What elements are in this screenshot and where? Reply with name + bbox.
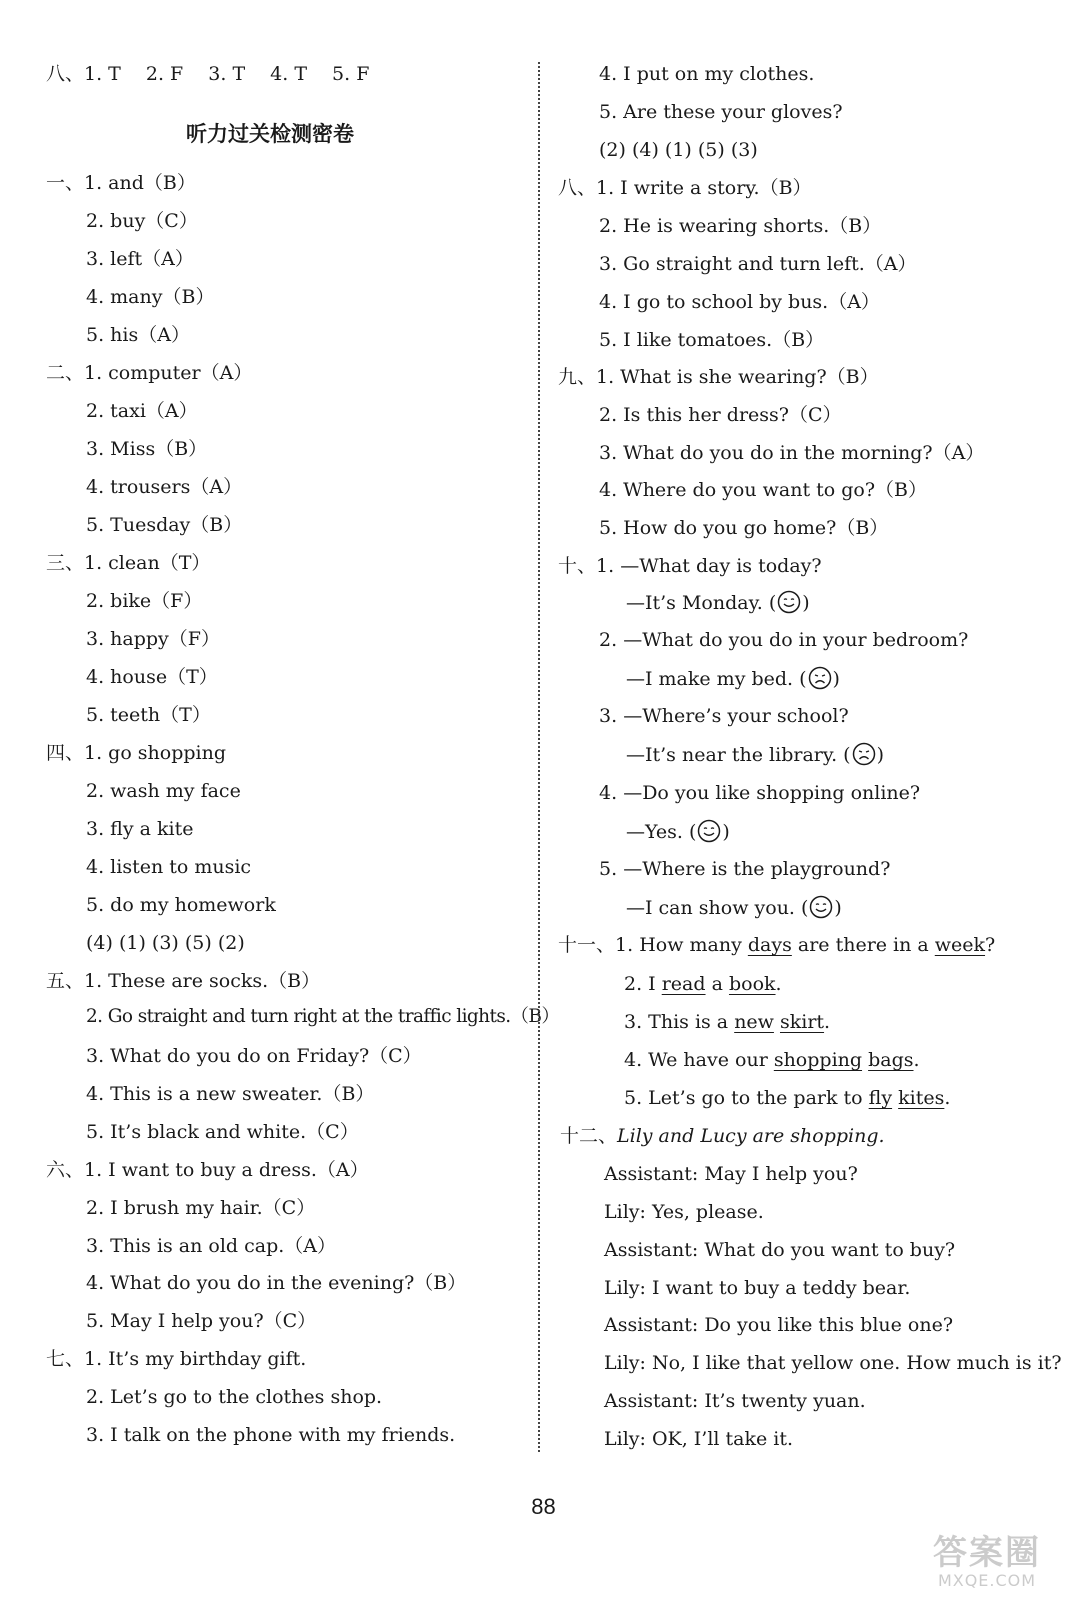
section-2-item-5: 5. Tuesday（B） xyxy=(86,514,243,536)
sad-face-icon xyxy=(808,666,832,696)
section-2-item-3: 3. Miss（B） xyxy=(86,438,208,460)
section-10-item-4-answer: —Yes. ( ) xyxy=(626,819,730,843)
section-heading: 听力过关检测密卷 xyxy=(186,122,354,146)
section-3-item-3: 3. happy（F） xyxy=(86,628,220,650)
section-5-item-1: 五、1. These are socks.（B） xyxy=(46,970,321,992)
section-4-order: (4) (1) (3) (5) (2) xyxy=(86,932,245,954)
smile-face-icon xyxy=(809,895,833,925)
smile-face-icon xyxy=(697,819,721,849)
section-5-item-3: 3. What do you do on Friday?（C） xyxy=(86,1045,422,1067)
section-7-item-1: 七、1. It’s my birthday gift. xyxy=(46,1348,307,1370)
answer-word: kites xyxy=(898,1087,945,1109)
section-6-item-4: 4. What do you do in the evening?（B） xyxy=(86,1272,467,1294)
section-4-item-4: 4. listen to music xyxy=(86,856,252,878)
dialogue-line: Assistant: It’s twenty yuan. xyxy=(604,1390,866,1412)
section-10-item-5-question: 5. —Where is the playground? xyxy=(599,858,891,880)
dialogue-line: Assistant: May I help you? xyxy=(604,1163,858,1185)
dialogue-line: Lily: OK, I’ll take it. xyxy=(604,1428,794,1450)
smile-face-icon xyxy=(777,590,801,620)
section-6-item-3: 3. This is an old cap.（A） xyxy=(86,1235,337,1257)
column-divider xyxy=(538,62,540,1452)
dialogue-line: Assistant: What do you want to buy? xyxy=(604,1239,956,1261)
dialogue-line: Lily: No, I like that yellow one. How much is it? xyxy=(604,1352,1062,1374)
section-6-item-1: 六、1. I want to buy a dress.（A） xyxy=(46,1159,369,1181)
section-11-item-1: 十一、1. How many days are there in a week? xyxy=(558,934,996,956)
section-4-item-2: 2. wash my face xyxy=(86,780,241,802)
section-2-item-4: 4. trousers（A） xyxy=(86,476,243,498)
section-9-item-5: 5. How do you go home?（B） xyxy=(599,517,889,539)
section-9-item-1: 九、1. What is she wearing?（B） xyxy=(558,366,879,388)
section-10-item-5-answer: —I can show you. ( ) xyxy=(626,895,842,919)
section-3-item-1: 三、1. clean（T） xyxy=(46,552,211,574)
section-7-item-5: 5. Are these your gloves? xyxy=(599,101,843,123)
section-8-item-2: 2. He is wearing shorts.（B） xyxy=(599,215,882,237)
dialogue-line: Lily: I want to buy a teddy bear. xyxy=(604,1277,911,1299)
sad-face-icon xyxy=(852,742,876,772)
section-10-item-1-answer: —It’s Monday. ( ) xyxy=(626,590,810,614)
section-3-item-4: 4. house（T） xyxy=(86,666,218,688)
answer-word: book xyxy=(728,973,776,995)
section-11-item-2: 2. I read a book. xyxy=(624,973,782,995)
answer-word: days xyxy=(747,934,792,956)
section-8-item-5: 5. I like tomatoes.（B） xyxy=(599,329,825,351)
answer-word: bags xyxy=(868,1049,914,1071)
section-7-item-4: 4. I put on my clothes. xyxy=(599,63,815,85)
section-6-item-5: 5. May I help you?（C） xyxy=(86,1310,317,1332)
answer-word: skirt xyxy=(779,1011,825,1033)
section-11-item-5: 5. Let’s go to the park to fly kites. xyxy=(624,1087,951,1109)
section-10-item-4-question: 4. —Do you like shopping online? xyxy=(599,782,921,804)
answer-word: new xyxy=(734,1011,774,1033)
dialogue-line: Assistant: Do you like this blue one? xyxy=(604,1314,954,1336)
section-12-title: 十二、Lily and Lucy are shopping. xyxy=(560,1125,885,1147)
section-3-item-5: 5. teeth（T） xyxy=(86,704,211,726)
section-10-item-2-answer: —I make my bed. ( ) xyxy=(626,666,840,690)
section-5-item-4: 4. This is a new sweater.（B） xyxy=(86,1083,375,1105)
section-7-item-2: 2. Let’s go to the clothes shop. xyxy=(86,1386,383,1408)
section-9-item-3: 3. What do you do in the morning?（A） xyxy=(599,442,985,464)
watermark-logo: 答案圈 MXQE.COM xyxy=(933,1533,1041,1590)
section-9-item-2: 2. Is this her dress?（C） xyxy=(599,404,842,426)
section-6-item-2: 2. I brush my hair.（C） xyxy=(86,1197,316,1219)
section-11-item-3: 3. This is a new skirt. xyxy=(624,1011,831,1033)
dialogue-line: Lily: Yes, please. xyxy=(604,1201,764,1223)
answer-word: fly xyxy=(868,1087,893,1109)
section-9-item-4: 4. Where do you want to go?（B） xyxy=(599,479,928,501)
section-2-item-1: 二、1. computer（A） xyxy=(46,362,253,384)
section-5-item-5: 5. It’s black and white.（C） xyxy=(86,1121,359,1143)
section-2-item-2: 2. taxi（A） xyxy=(86,400,198,422)
section-8-item-4: 4. I go to school by bus.（A） xyxy=(599,291,880,313)
section-8-true-false: 八、1. T 2. F 3. T 4. T 5. F xyxy=(46,63,370,85)
section-7-order: (2) (4) (1) (5) (3) xyxy=(599,139,758,161)
answer-word: week xyxy=(934,934,986,956)
answer-word: shopping xyxy=(773,1049,863,1071)
section-7-item-3: 3. I talk on the phone with my friends. xyxy=(86,1424,456,1446)
section-1-item-3: 3. left（A） xyxy=(86,248,194,270)
page-number: 88 xyxy=(531,1494,556,1519)
answer-word: read xyxy=(661,973,706,995)
section-1-item-2: 2. buy（C） xyxy=(86,210,198,232)
section-10-item-1-question: 十、1. —What day is today? xyxy=(558,555,822,577)
section-4-item-3: 3. fly a kite xyxy=(86,818,194,840)
section-4-item-1: 四、1. go shopping xyxy=(46,742,227,764)
section-1-item-5: 5. his（A） xyxy=(86,324,190,346)
section-4-item-5: 5. do my homework xyxy=(86,894,276,916)
section-8-item-1: 八、1. I write a story.（B） xyxy=(558,177,812,199)
section-1-item-1: 一、1. and（B） xyxy=(46,172,196,194)
section-3-item-2: 2. bike（F） xyxy=(86,590,203,612)
section-10-item-2-question: 2. —What do you do in your bedroom? xyxy=(599,629,969,651)
section-11-item-4: 4. We have our shopping bags. xyxy=(624,1049,920,1071)
section-5-item-2: 2. Go straight and turn right at the traffic lights.（B） xyxy=(86,1006,560,1027)
section-8-item-3: 3. Go straight and turn left.（A） xyxy=(599,253,917,275)
section-10-item-3-answer: —It’s near the library. ( ) xyxy=(626,742,884,766)
section-10-item-3-question: 3. —Where’s your school? xyxy=(599,705,849,727)
section-1-item-4: 4. many（B） xyxy=(86,286,215,308)
